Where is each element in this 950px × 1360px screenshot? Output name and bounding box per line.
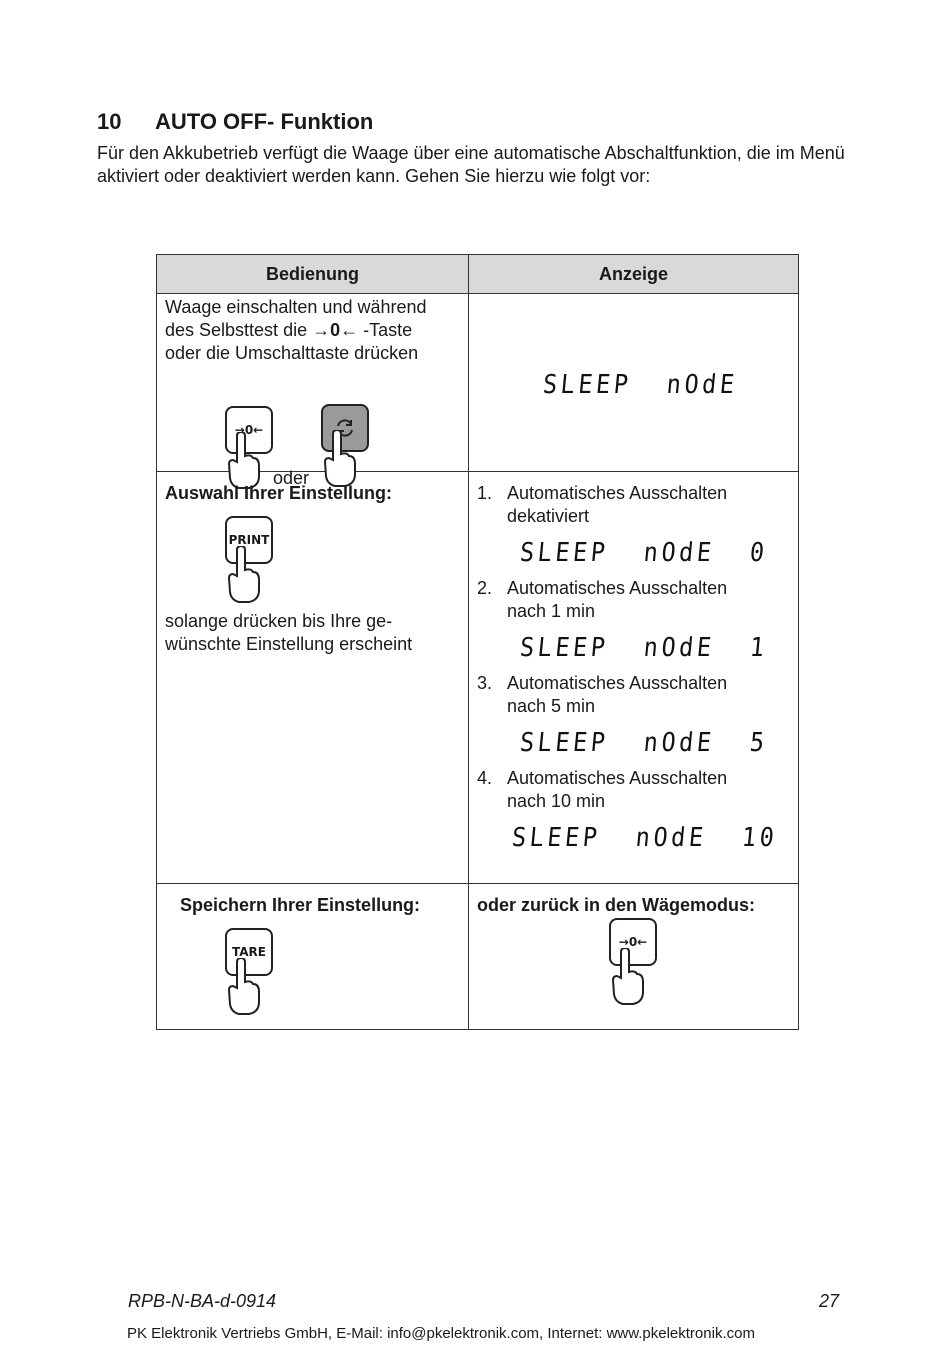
page-number: 27 [819,1291,840,1311]
row1-display-cell [469,294,799,472]
finger-icon [227,958,261,1016]
row2-title: Auswahl Ihrer Einstellung: [165,483,393,503]
tare-key-icon [225,928,275,1014]
document-id: RPB-N-BA-d-0914 [128,1291,277,1311]
row3-left-title: Speichern Ihrer Einstellung: [180,895,421,915]
row2-operation-cell [157,472,469,884]
header-anzeige: Anzeige [469,255,799,294]
company-footer: PK Elektronik Vertriebs GmbH, E-Mail: info@pkelektronik.com, Internet: www.pkelektronik.com [127,1325,755,1342]
intro-paragraph: Für den Akkubetrieb verfügt die Waage über eine automatische Abschaltfunktion, die im Menü aktiviert oder deaktiviert werden kann. Gehen Sie hierzu wie folgt vor: [97,143,845,186]
section-number: 10 [97,109,122,134]
option-2: 2. Automatisches Ausschalten nach 1 min [477,578,728,621]
row1-line2: des Selbsttest die →0← -Taste [165,320,413,340]
display-option-4: SLEEP nOdE 10 [510,823,779,853]
option-4: 4. Automatisches Ausschalten nach 10 min [477,768,728,811]
row1-operation-cell [157,294,469,488]
print-key-icon [225,516,275,602]
row2-display-cell [469,472,799,884]
section-title: AUTO OFF- Funktion [155,109,374,134]
option-1: 1. Automatisches Ausschalten dekativiert [477,483,728,526]
zero-key-icon [609,918,659,1004]
option-3: 3. Automatisches Ausschalten nach 5 min [477,673,728,716]
zero-key-label: →0← [609,918,657,966]
row3-return-cell [469,884,799,1030]
header-bedienung: Bedienung [157,255,469,294]
zero-key-inline: →0← [312,320,359,340]
row1-line3: oder die Umschalttaste drücken [165,343,419,363]
row1-line1: Waage einschalten und während [165,297,427,317]
row2-hint-line2: wünschte Einstellung erscheint [165,634,413,654]
row3-right-title: oder zurück in den Wägemodus: [477,895,756,915]
print-key-label: PRINT [225,516,273,564]
display-option-1: SLEEP nOdE 0 [518,538,770,568]
zero-key-label: →0← [225,406,273,454]
tare-key-label: TARE [225,928,273,976]
finger-icon [611,948,645,1006]
or-label: oder [273,468,310,488]
display-sleep-mode: SLEEP nOdE [541,370,739,400]
row3-save-cell [157,884,469,1030]
display-option-2: SLEEP nOdE 1 [518,633,770,663]
section-heading [97,109,373,135]
row2-hint-line1: solange drücken bis Ihre ge- [165,611,393,631]
procedure-table [156,254,799,1030]
finger-icon [227,546,261,604]
display-option-3: SLEEP nOdE 5 [518,728,770,758]
